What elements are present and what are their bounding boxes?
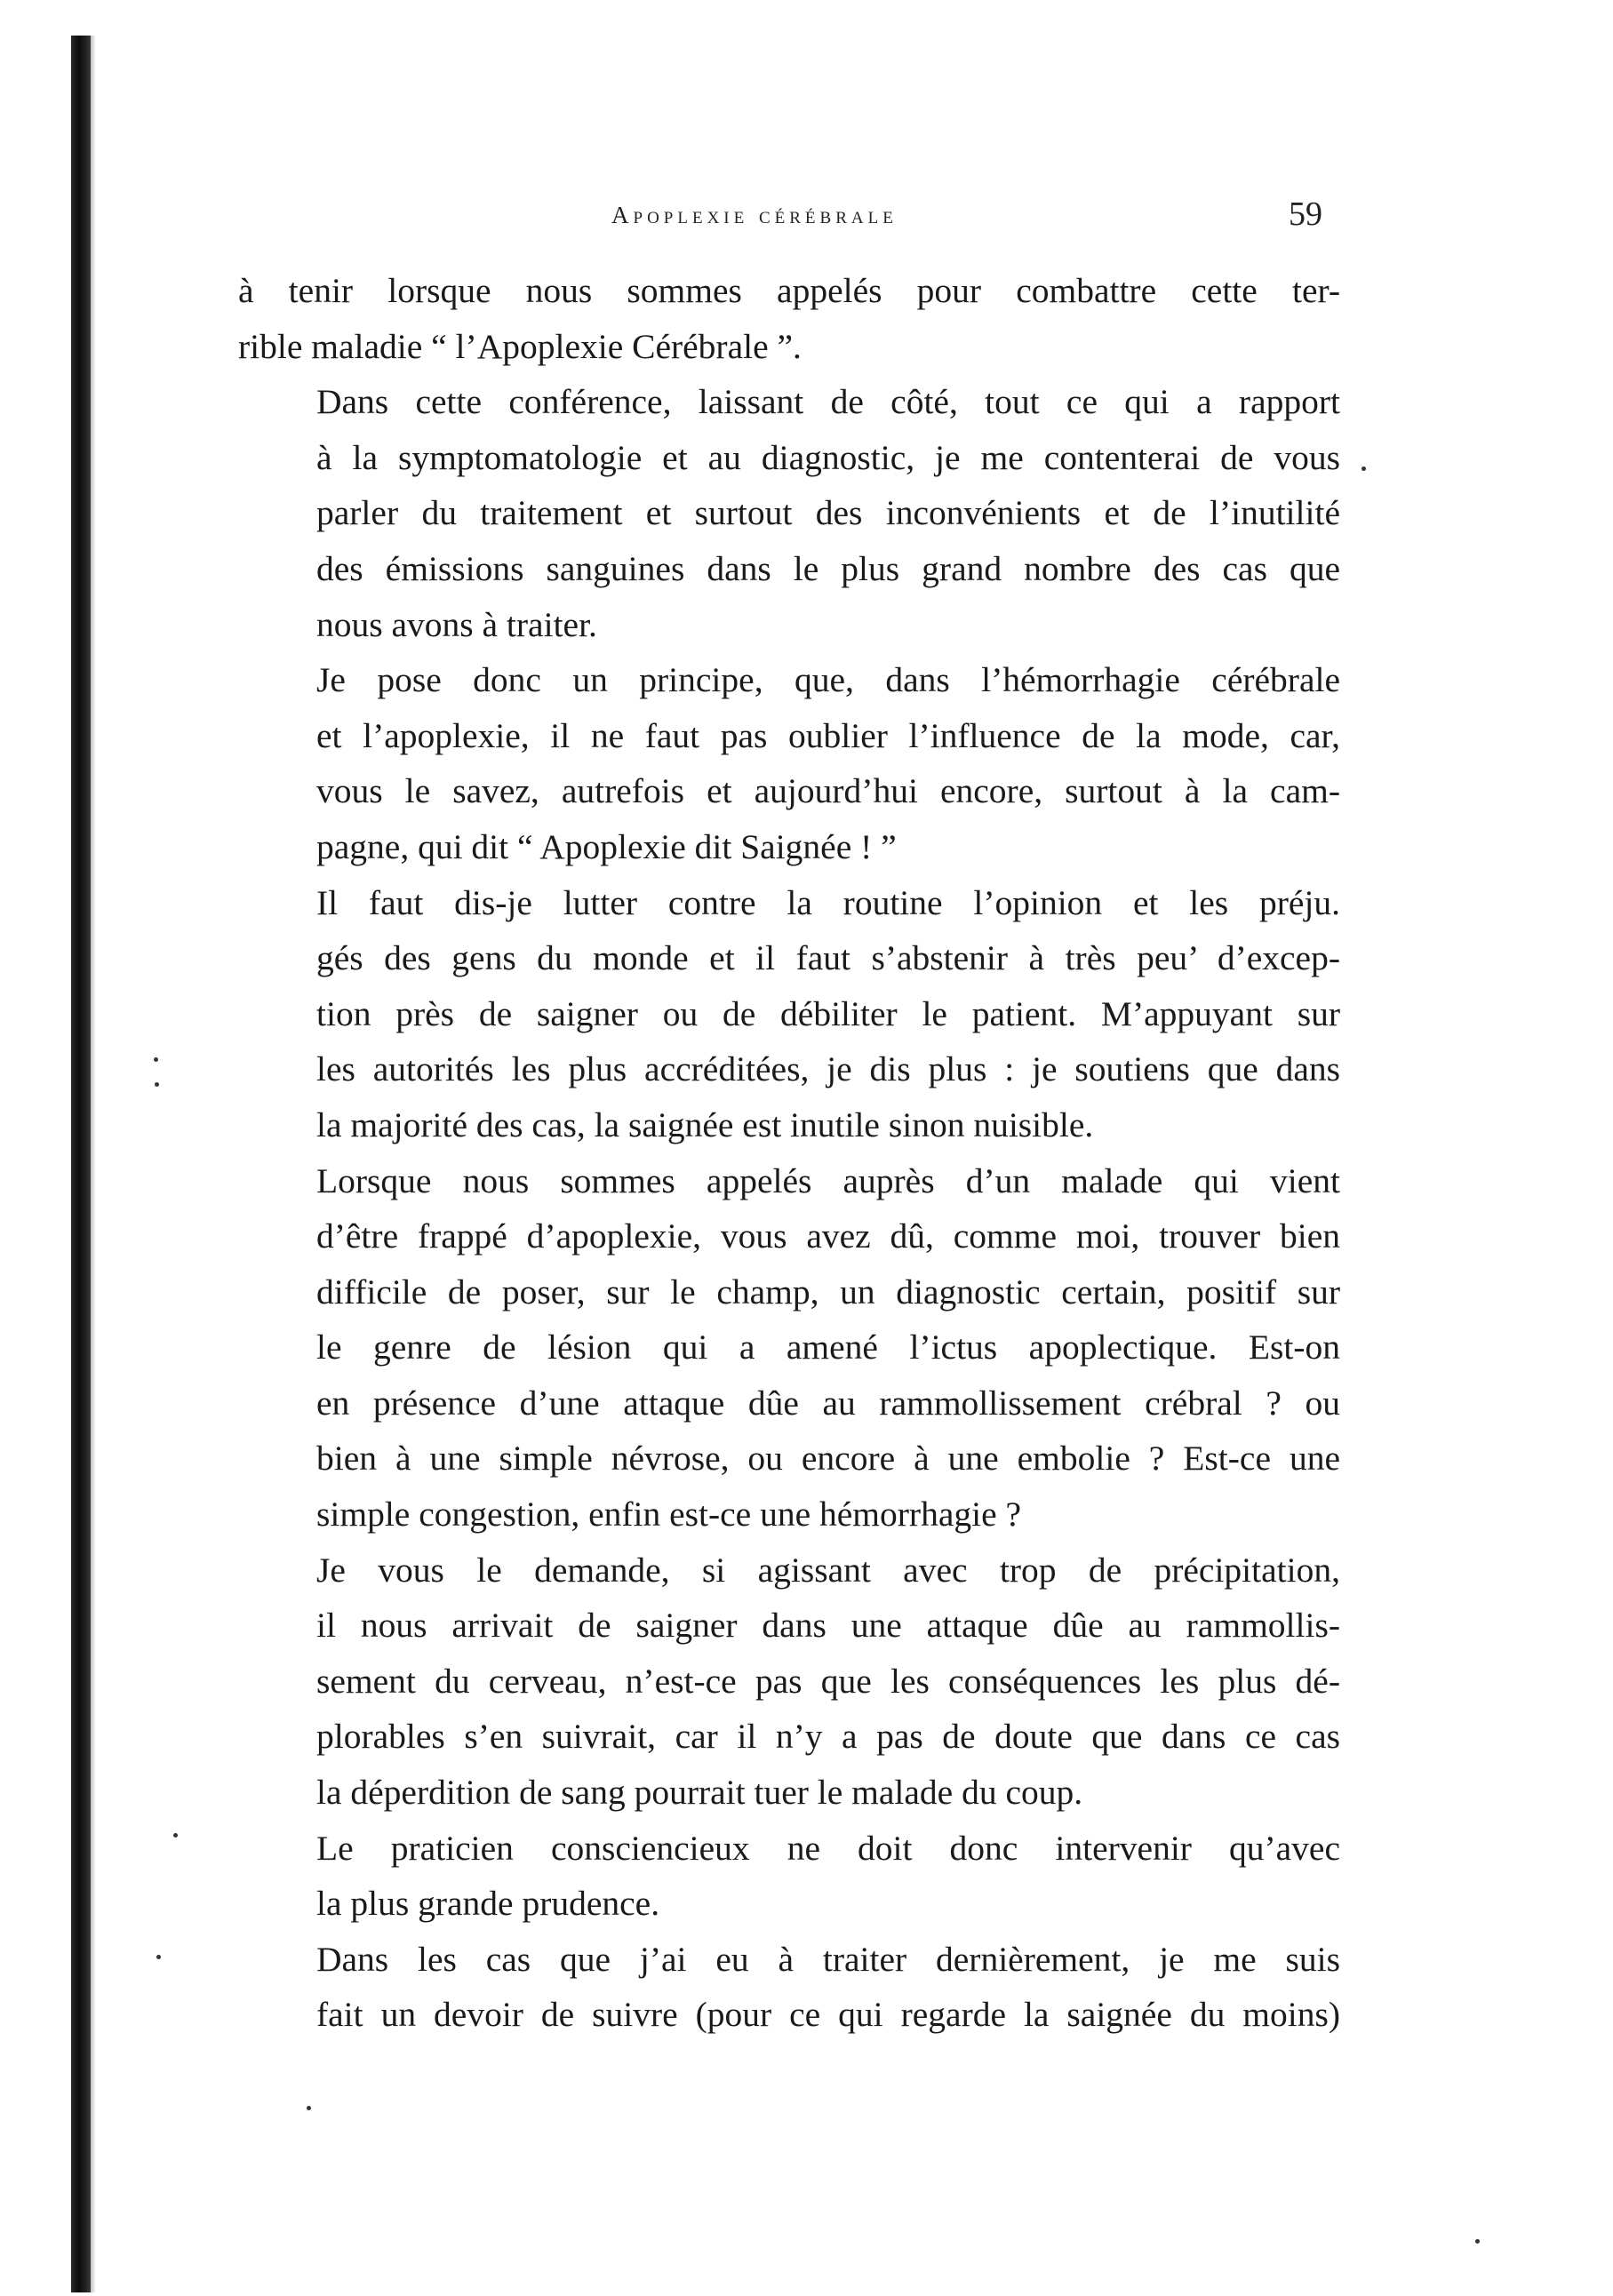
scan-speck [173,1833,178,1838]
running-head [238,189,1340,243]
text-line: à tenir lorsque nous sommes appelés pour combattre cette ter- [238,271,1340,310]
body-text [238,263,1340,2043]
text-line: Dans cette conférence, laissant de côté, tout ce qui a rapport [316,382,1340,422]
book-page [238,0,1340,2296]
text-line: bien à une simple névrose, ou encore à une embolie ? Est-ce une [316,1439,1340,1479]
text-line: des émissions sanguines dans le plus grand nombre des cas que [316,548,1340,588]
text-line: parler du traitement et surtout des inconvénients et de l’inutilité [316,493,1340,533]
text-line: en présence d’une attaque dûe au rammollissement crébral ? ou [316,1383,1340,1423]
page-number: 59 [1289,195,1322,233]
text-line: plorables s’en suivrait, car il n’y a pas de doute que dans ce cas [316,1717,1340,1757]
text-line: Je pose donc un principe, que, dans l’hémorrhagie cérébrale [316,660,1340,700]
text-line: les autorités les plus accréditées, je dis plus : je soutiens que dans [316,1049,1340,1089]
text-line: tion près de saigner ou de débiliter le patient. M’appuyant sur [316,993,1340,1033]
text-line: et l’apoplexie, il ne faut pas oublier l’influence de la mode, car, [316,715,1340,755]
text-line: gés des gens du monde et il faut s’abstenir à très peu’ d’excep- [316,938,1340,978]
paragraph [238,652,1340,874]
text-line: fait un devoir de suivre (pour ce qui regarde la saignée du moins) [316,1995,1340,2035]
paragraph [238,263,1340,374]
text-line: rible maladie “ l’Apoplexie Cérébrale ”. [238,326,802,366]
text-line: la plus grande prudence. [316,1884,660,1924]
scan-speck [156,1955,161,1959]
text-line: Le praticien consciencieux ne doit donc intervenir qu’avec [316,1828,1340,1868]
text-line: nous avons à traiter. [316,604,597,644]
book-spine-shadow [71,36,91,2292]
text-line: vous le savez, autrefois et aujourd’hui encore, surtout à la cam- [316,771,1340,811]
scan-speck [154,1057,158,1062]
scan-speck [155,1082,159,1087]
text-line: sement du cerveau, n’est-ce pas que les conséquences les plus dé- [316,1661,1340,1701]
paragraph [238,1153,1340,1543]
text-line: d’être frappé d’apoplexie, vous avez dû, comme moi, trouver bien [316,1216,1340,1256]
text-line: la déperdition de sang pourrait tuer le malade du coup. [316,1773,1083,1813]
running-title: Apoplexie cérébrale [611,202,898,228]
spine-edge-shadow [91,36,96,2292]
text-line: Il faut dis-je lutter contre la routine l’opinion et les préju. [316,882,1340,922]
paragraph [238,1932,1340,2043]
text-line: Je vous le demande, si agissant avec trop de précipitation, [316,1550,1340,1590]
paragraph [238,1543,1340,1821]
text-line: Lorsque nous sommes appelés auprès d’un malade qui vient [316,1160,1340,1200]
text-line: simple congestion, enfin est-ce une hémorrhagie ? [316,1495,1022,1535]
paragraph [238,1821,1340,1932]
text-line: il nous arrivait de saigner dans une attaque dûe au rammollis- [316,1606,1340,1646]
text-line: à la symptomatologie et au diagnostic, je me contenterai de vous [316,437,1340,477]
paragraph [238,374,1340,652]
paragraph [238,875,1340,1153]
text-line: le genre de lésion qui a amené l’ictus apoplectique. Est-on [316,1327,1340,1367]
scan-speck [1475,2239,1480,2244]
text-line: pagne, qui dit “ Apoplexie dit Saignée ! ” [316,826,897,866]
scan-speck [1361,466,1366,471]
text-line: la majorité des cas, la saignée est inutile sinon nuisible. [316,1104,1094,1144]
text-line: Dans les cas que j’ai eu à traiter dernièrement, je me suis [316,1939,1340,1979]
text-line: difficile de poser, sur le champ, un diagnostic certain, positif sur [316,1272,1340,1311]
